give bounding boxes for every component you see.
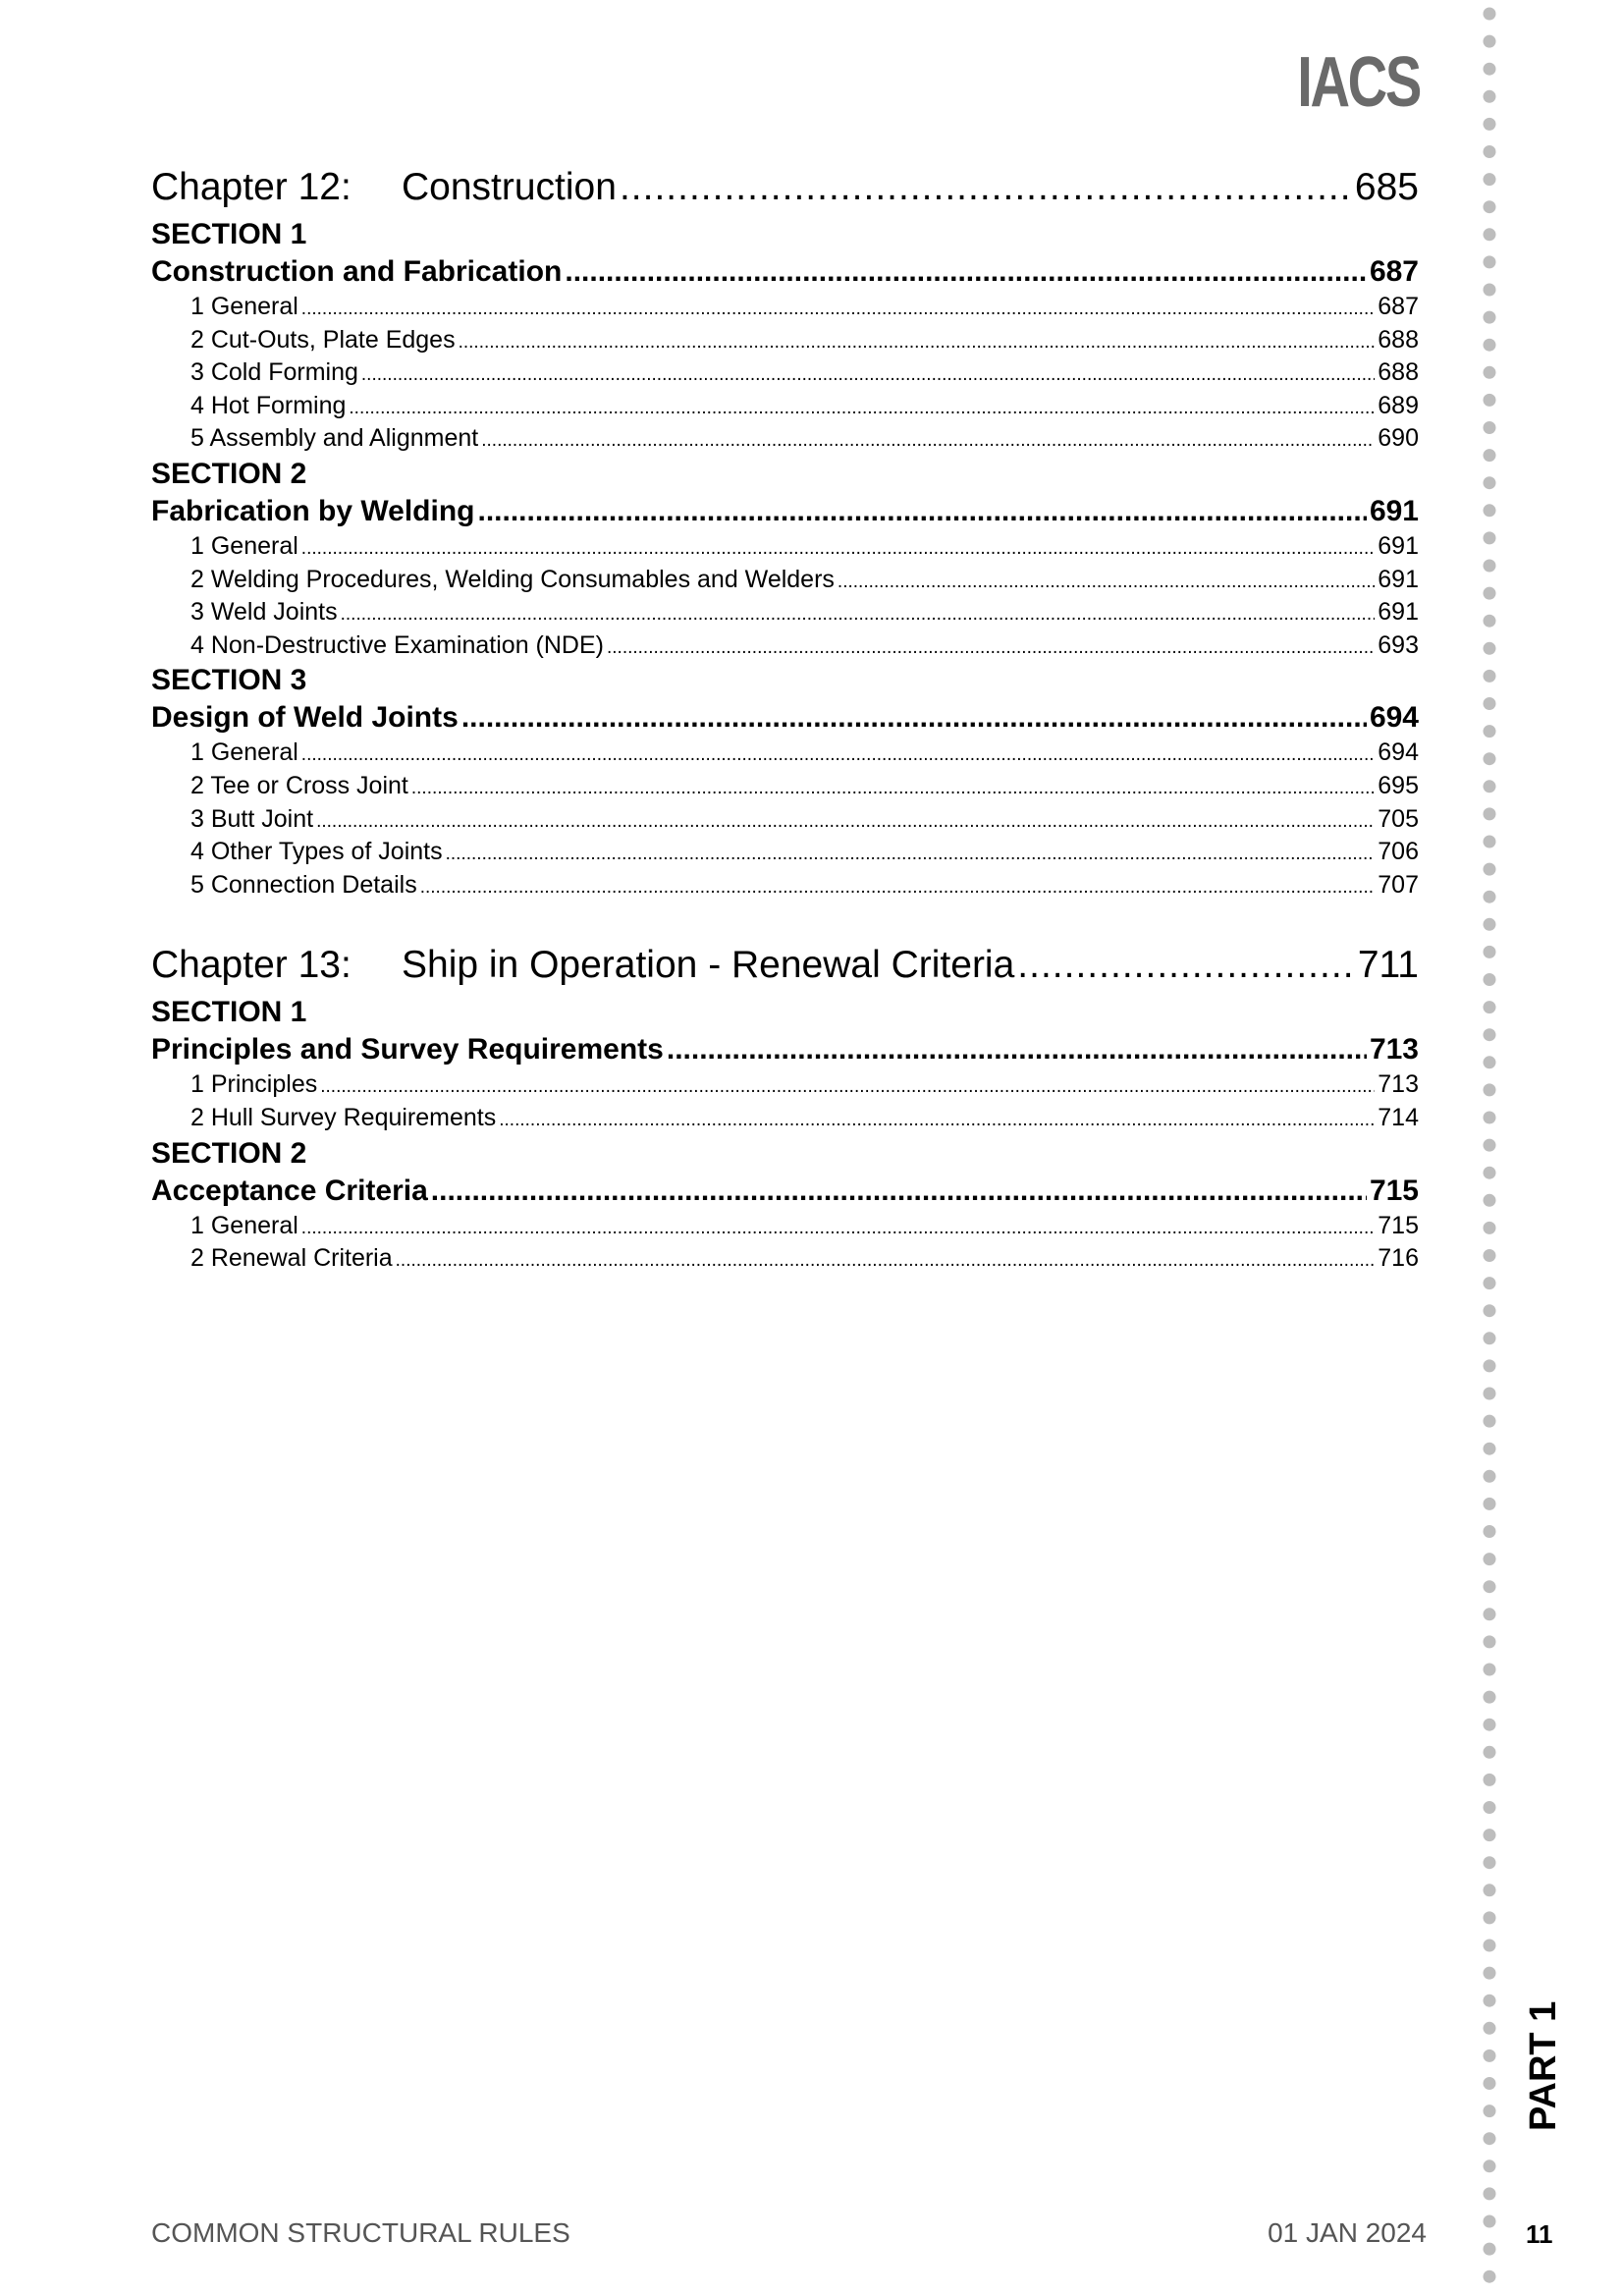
toc-item[interactable] [151,356,1419,390]
binding-dot [1484,421,1496,434]
chapter-number: Chapter 12: [151,166,351,208]
dot-leader [667,1031,1367,1068]
toc-item-text: 4 Hot Forming [190,391,347,419]
toc-item-text: 5 Assembly and Alignment [190,424,479,453]
binding-dot [1484,145,1496,158]
page-number: 11 [1526,2219,1553,2249]
toc-item-text: 4 Other Types of Joints [190,838,443,866]
binding-dot [1484,228,1496,241]
toc-item[interactable] [151,1102,1419,1135]
binding-dot [1484,891,1496,903]
chapter-heading[interactable] [151,159,1419,216]
section-heading[interactable] [151,699,1419,737]
binding-dot [1484,1167,1496,1179]
section-title: Acceptance Criteria [151,1174,428,1207]
dot-leader [431,1173,1367,1210]
section-title: Principles and Survey Requirements [151,1033,664,1066]
binding-dot [1484,1304,1496,1317]
binding-dot [1484,449,1496,462]
binding-dot [1484,63,1496,76]
binding-dot [1484,339,1496,352]
chapter-title: Construction [402,166,617,208]
binding-dot [1484,1829,1496,1841]
section-label: SECTION 2 [151,1136,307,1170]
toc-item-page: 688 [1378,358,1419,387]
dot-leader [341,598,1376,631]
binding-dot [1484,807,1496,820]
dot-leader [349,392,1375,425]
chapter-number: Chapter 13: [151,944,351,987]
footer-document-title: COMMON STRUCTURAL RULES [151,2217,570,2248]
binding-dot [1484,836,1496,848]
toc-item-page: 705 [1378,804,1419,833]
chapter-page: 685 [1354,166,1419,208]
toc-item-page: 716 [1378,1244,1419,1273]
dot-leader [459,326,1376,359]
binding-dot [1484,1001,1496,1013]
toc-item[interactable] [151,291,1419,324]
toc-item-page: 695 [1378,771,1419,799]
binding-dot [1484,394,1496,407]
toc-item[interactable] [151,530,1419,564]
toc-item-page: 706 [1378,838,1419,866]
dot-leader [1017,937,1355,994]
dot-leader [477,493,1366,530]
binding-dot [1484,90,1496,103]
binding-dot [1484,1553,1496,1565]
binding-dot [1484,1691,1496,1704]
section-page: 687 [1369,255,1419,288]
toc-item[interactable] [151,770,1419,803]
section-page: 713 [1369,1033,1419,1066]
binding-dot [1484,2215,1496,2228]
binding-dot [1484,752,1496,765]
toc-item-page: 694 [1378,738,1419,767]
footer-date: 01 JAN 2024 [1268,2217,1427,2248]
toc-item-text: 4 Non-Destructive Examination (NDE) [190,630,604,659]
chapter-title: Ship in Operation - Renewal Criteria [402,944,1015,987]
toc-item[interactable] [151,390,1419,423]
binding-dot [1484,780,1496,793]
binding-dot [1484,366,1496,379]
section-title: Design of Weld Joints [151,701,459,735]
toc-item-text: 2 Tee or Cross Joint [190,771,408,799]
dot-leader [499,1104,1375,1137]
toc-item[interactable] [151,869,1419,902]
binding-dot [1484,918,1496,931]
binding-dot [1484,200,1496,213]
binding-dot [1484,1277,1496,1289]
toc-item[interactable] [151,1068,1419,1102]
toc-item-page: 687 [1378,293,1419,320]
section-label: SECTION 2 [151,457,307,490]
binding-dot [1484,1967,1496,1980]
binding-dot [1484,2270,1496,2283]
binding-dot [1484,1194,1496,1207]
binding-dot [1484,2243,1496,2256]
chapter-page: 711 [1357,944,1419,987]
toc-item-text: 5 Connection Details [190,870,417,899]
binding-dot [1484,1083,1496,1096]
toc-item-text: 2 Hull Survey Requirements [190,1103,497,1131]
binding-dot [1484,2132,1496,2145]
binding-dot [1484,1608,1496,1620]
binding-dot [1484,2105,1496,2117]
binding-dot [1484,284,1496,297]
toc-item-page: 713 [1378,1070,1419,1099]
dot-leader [301,532,1375,566]
binding-dot [1484,1719,1496,1731]
binding-dot [1484,1056,1496,1068]
dot-leader [607,631,1375,665]
binding-dot [1484,2187,1496,2200]
toc-item[interactable] [151,803,1419,837]
dot-leader [838,566,1375,599]
binding-dot [1484,863,1496,876]
toc-item-text: 3 Weld Joints [190,598,338,627]
binding-dot [1484,531,1496,544]
binding-dot [1484,1801,1496,1814]
dot-leader [396,1244,1376,1278]
chapter-heading[interactable] [151,937,1419,994]
binding-dot [1484,1470,1496,1483]
binding-dot [1484,8,1496,21]
section-label: SECTION 1 [151,218,307,250]
dot-leader [620,159,1352,216]
binding-dot [1484,697,1496,710]
binding-dot [1484,1995,1496,2007]
binding-dot [1484,1222,1496,1234]
toc-item-page: 691 [1378,531,1419,560]
dot-leader [301,1212,1375,1245]
dot-leader [461,699,1367,737]
toc-item[interactable] [151,737,1419,770]
binding-dot [1484,1112,1496,1124]
dot-leader [411,772,1375,805]
dot-leader [301,738,1375,772]
toc-item-page: 688 [1378,325,1419,354]
section-title: Construction and Fabrication [151,255,563,288]
section-heading[interactable] [151,253,1419,291]
toc-item-page: 693 [1378,630,1419,659]
toc-item-text: 1 General [190,531,298,560]
binding-dot [1484,670,1496,683]
dot-leader [316,805,1375,839]
binding-dot [1484,1415,1496,1428]
binding-dot [1484,311,1496,324]
toc-item-text: 1 General [190,738,298,767]
binding-dot [1484,35,1496,48]
dot-leader [320,1070,1375,1104]
binding-dot [1484,1443,1496,1455]
binding-dot [1484,255,1496,268]
binding-dot [1484,504,1496,517]
toc-item-text: 1 General [190,1211,298,1239]
toc-item-text: 3 Cold Forming [190,358,358,387]
binding-dot [1484,1884,1496,1896]
binding-dot [1484,118,1496,131]
binding-dot [1484,973,1496,986]
iacs-logo: IACS [1297,43,1420,122]
toc-item-page: 691 [1378,598,1419,627]
toc-item-text: 2 Welding Procedures, Welding Consumables and Welders [190,565,835,593]
dot-leader [565,253,1367,291]
section-heading[interactable] [151,1031,1419,1068]
section-page: 691 [1369,494,1419,527]
binding-dot [1484,642,1496,655]
toc-item-page: 714 [1378,1103,1419,1131]
toc-item-text: 1 General [190,293,298,320]
binding-dot [1484,2022,1496,2035]
binding-dot [1484,2159,1496,2172]
toc-item-text: 3 Butt Joint [190,804,314,833]
binding-dot [1484,1525,1496,1538]
binding-dot [1484,476,1496,489]
toc-item[interactable] [151,422,1419,456]
binding-dots [1480,0,1499,2296]
section-heading[interactable] [151,493,1419,530]
binding-dot [1484,1332,1496,1344]
binding-dot [1484,615,1496,628]
section-page: 715 [1369,1174,1419,1207]
dot-leader [361,358,1375,392]
binding-dot [1484,1635,1496,1648]
dot-leader [420,871,1376,904]
binding-dot [1484,1388,1496,1400]
toc-item[interactable] [151,1210,1419,1243]
binding-dot [1484,946,1496,958]
section-title: Fabrication by Welding [151,494,475,527]
section-label: SECTION 3 [151,664,307,697]
toc-item-page: 707 [1378,870,1419,899]
binding-dot [1484,725,1496,738]
binding-dot [1484,1359,1496,1372]
toc-item-page: 689 [1378,391,1419,419]
binding-dot [1484,1856,1496,1869]
toc-item[interactable] [151,596,1419,629]
toc-item[interactable] [151,1242,1419,1276]
binding-dot [1484,1249,1496,1262]
binding-dot [1484,587,1496,600]
section-heading[interactable] [151,1173,1419,1210]
table-of-contents [151,157,1419,1276]
dot-leader [481,424,1375,458]
part-label: PART 1 [1523,2000,1564,2131]
binding-dot [1484,1746,1496,1759]
dot-leader [301,293,1375,326]
binding-dot [1484,1028,1496,1041]
toc-item[interactable] [151,836,1419,869]
binding-dot [1484,1139,1496,1152]
binding-dot [1484,2050,1496,2062]
dot-leader [446,838,1376,871]
binding-dot [1484,1911,1496,1924]
section-label: SECTION 1 [151,996,307,1029]
binding-dot [1484,560,1496,573]
binding-dot [1484,2077,1496,2090]
toc-item-text: 2 Renewal Criteria [190,1244,393,1273]
binding-dot [1484,1498,1496,1510]
binding-dot [1484,1940,1496,1952]
section-page: 694 [1369,701,1419,735]
toc-item-text: 2 Cut-Outs, Plate Edges [190,325,456,354]
binding-dot [1484,173,1496,186]
binding-dot [1484,1580,1496,1593]
toc-item-text: 1 Principles [190,1070,318,1099]
toc-item[interactable] [151,324,1419,357]
toc-item-page: 691 [1378,565,1419,593]
binding-dot [1484,1664,1496,1676]
toc-item-page: 690 [1378,424,1419,453]
toc-item-page: 715 [1378,1211,1419,1239]
toc-item[interactable] [151,564,1419,597]
toc-item[interactable] [151,629,1419,663]
binding-dot [1484,1774,1496,1786]
